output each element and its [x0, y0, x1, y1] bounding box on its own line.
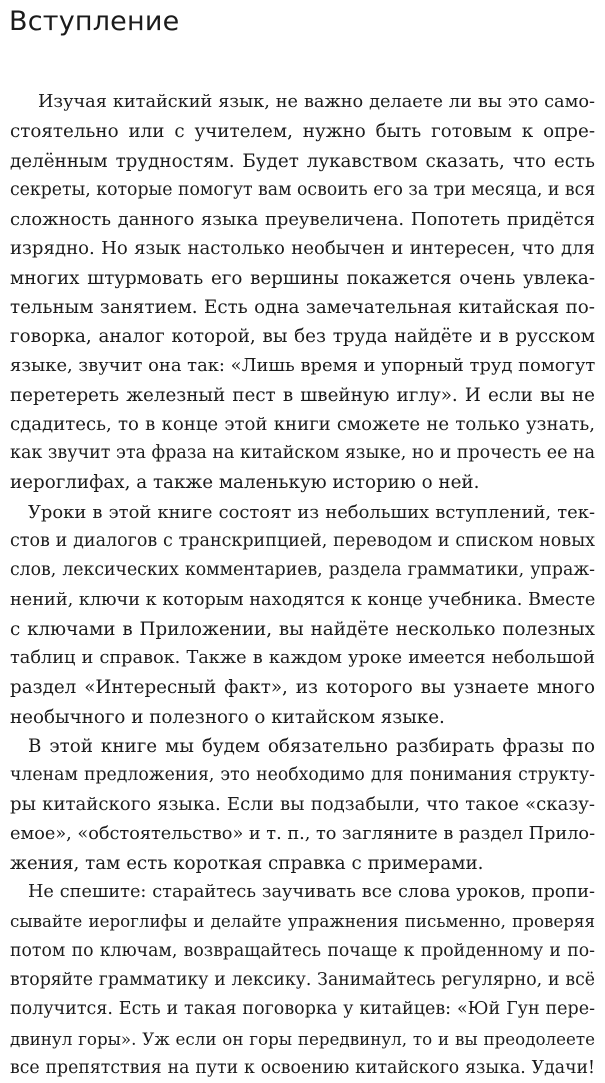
text-line: ры китайского языка. Если вы подзабыли, что такое «сказу- — [10, 794, 595, 816]
paragraph-4 — [10, 878, 595, 1083]
text-line: сдадитесь, то в конце этой книги сможете не только узнать, — [10, 413, 595, 435]
text-line: членам предложения, это необходимо для понимания структу- — [10, 765, 595, 786]
text-line: многих штурмовать его вершины покажется очень увлека- — [10, 267, 595, 289]
text-line: говорка, аналог которой, вы без труда найдёте и в русском — [10, 326, 595, 348]
paragraph-2 — [10, 498, 595, 732]
text-line: вторяйте грамматику и лексику. Занимайтесь регулярно, и всё — [10, 969, 595, 990]
text-line: нений, ключи к которым находятся к конце учебника. Вместе — [10, 589, 595, 610]
text-line: жения, там есть короткая справка с примерами. — [10, 852, 484, 874]
text-line: необычного и полезного о китайском языке. — [10, 706, 445, 728]
text-line: Не спешите: старайтесь заучивать все слова уроков, пропи- — [28, 882, 595, 903]
text-line: В этой книге мы будем обязательно разбирать фразы по — [28, 735, 595, 757]
text-line: слов, лексических комментариев, раздела грамматики, упраж- — [10, 560, 595, 581]
text-line: стоятельно или с учителем, нужно быть готовым к опре- — [10, 121, 595, 143]
text-body — [10, 88, 595, 1083]
text-line: стов и диалогов с транскрипцией, переводом и списком новых — [10, 530, 595, 551]
text-line: секреты, которые помогут вам освоить его за три месяца, и вся — [10, 179, 595, 200]
text-line: Уроки в этой книге состоят из небольших вступлений, тек- — [28, 501, 595, 523]
page-title: Вступление — [9, 6, 180, 37]
paragraph-3 — [10, 732, 595, 878]
text-line: тельным занятием. Есть одна замечательная китайская по- — [10, 296, 595, 318]
text-line: таблиц и справок. Также в каждом уроке имеется небольшой — [10, 648, 595, 669]
paragraph-1 — [10, 88, 595, 498]
text-line: сывайте иероглифы и делайте упражнения письменно, проверяя — [10, 911, 595, 932]
text-line: получится. Есть и такая поговорка у китайцев: «Юй Гун пере- — [10, 999, 595, 1020]
text-line: с ключами в Приложении, вы найдёте несколько полезных — [10, 618, 595, 640]
text-line: перетереть железный пест в швейную иглу». И если вы не — [10, 384, 595, 406]
text-line: делённым трудностям. Будет лукавством сказать, что есть — [10, 150, 595, 172]
text-line: Изучая китайский язык, не важно делаете ли вы это само- — [38, 92, 595, 112]
text-line: языке, звучит она так: «Лишь время и упорный труд помогут — [10, 355, 595, 377]
text-line: раздел «Интересный факт», из которого вы узнаете много — [10, 677, 595, 699]
text-line: иероглифах, а также маленькую историю о ней. — [10, 472, 480, 494]
text-line: изрядно. Но язык настолько необычен и интересен, что для — [10, 238, 595, 260]
text-line: все препятствия на пути к освоению китайского языка. Удачи! — [10, 1057, 595, 1078]
text-line: сложность данного языка преувеличена. Попотеть придётся — [10, 209, 595, 231]
text-line: как звучит эта фраза на китайском языке, но и прочесть ее на — [10, 443, 595, 464]
text-line: емое», «обстоятельство» и т. п., то загляните в раздел Прило- — [10, 823, 595, 844]
text-line: двинул горы». Уж если он горы передвинул, то и вы преодолеете — [10, 1028, 595, 1049]
text-line: потом по ключам, возвращайтесь почаще к пройденному и по- — [10, 940, 595, 961]
